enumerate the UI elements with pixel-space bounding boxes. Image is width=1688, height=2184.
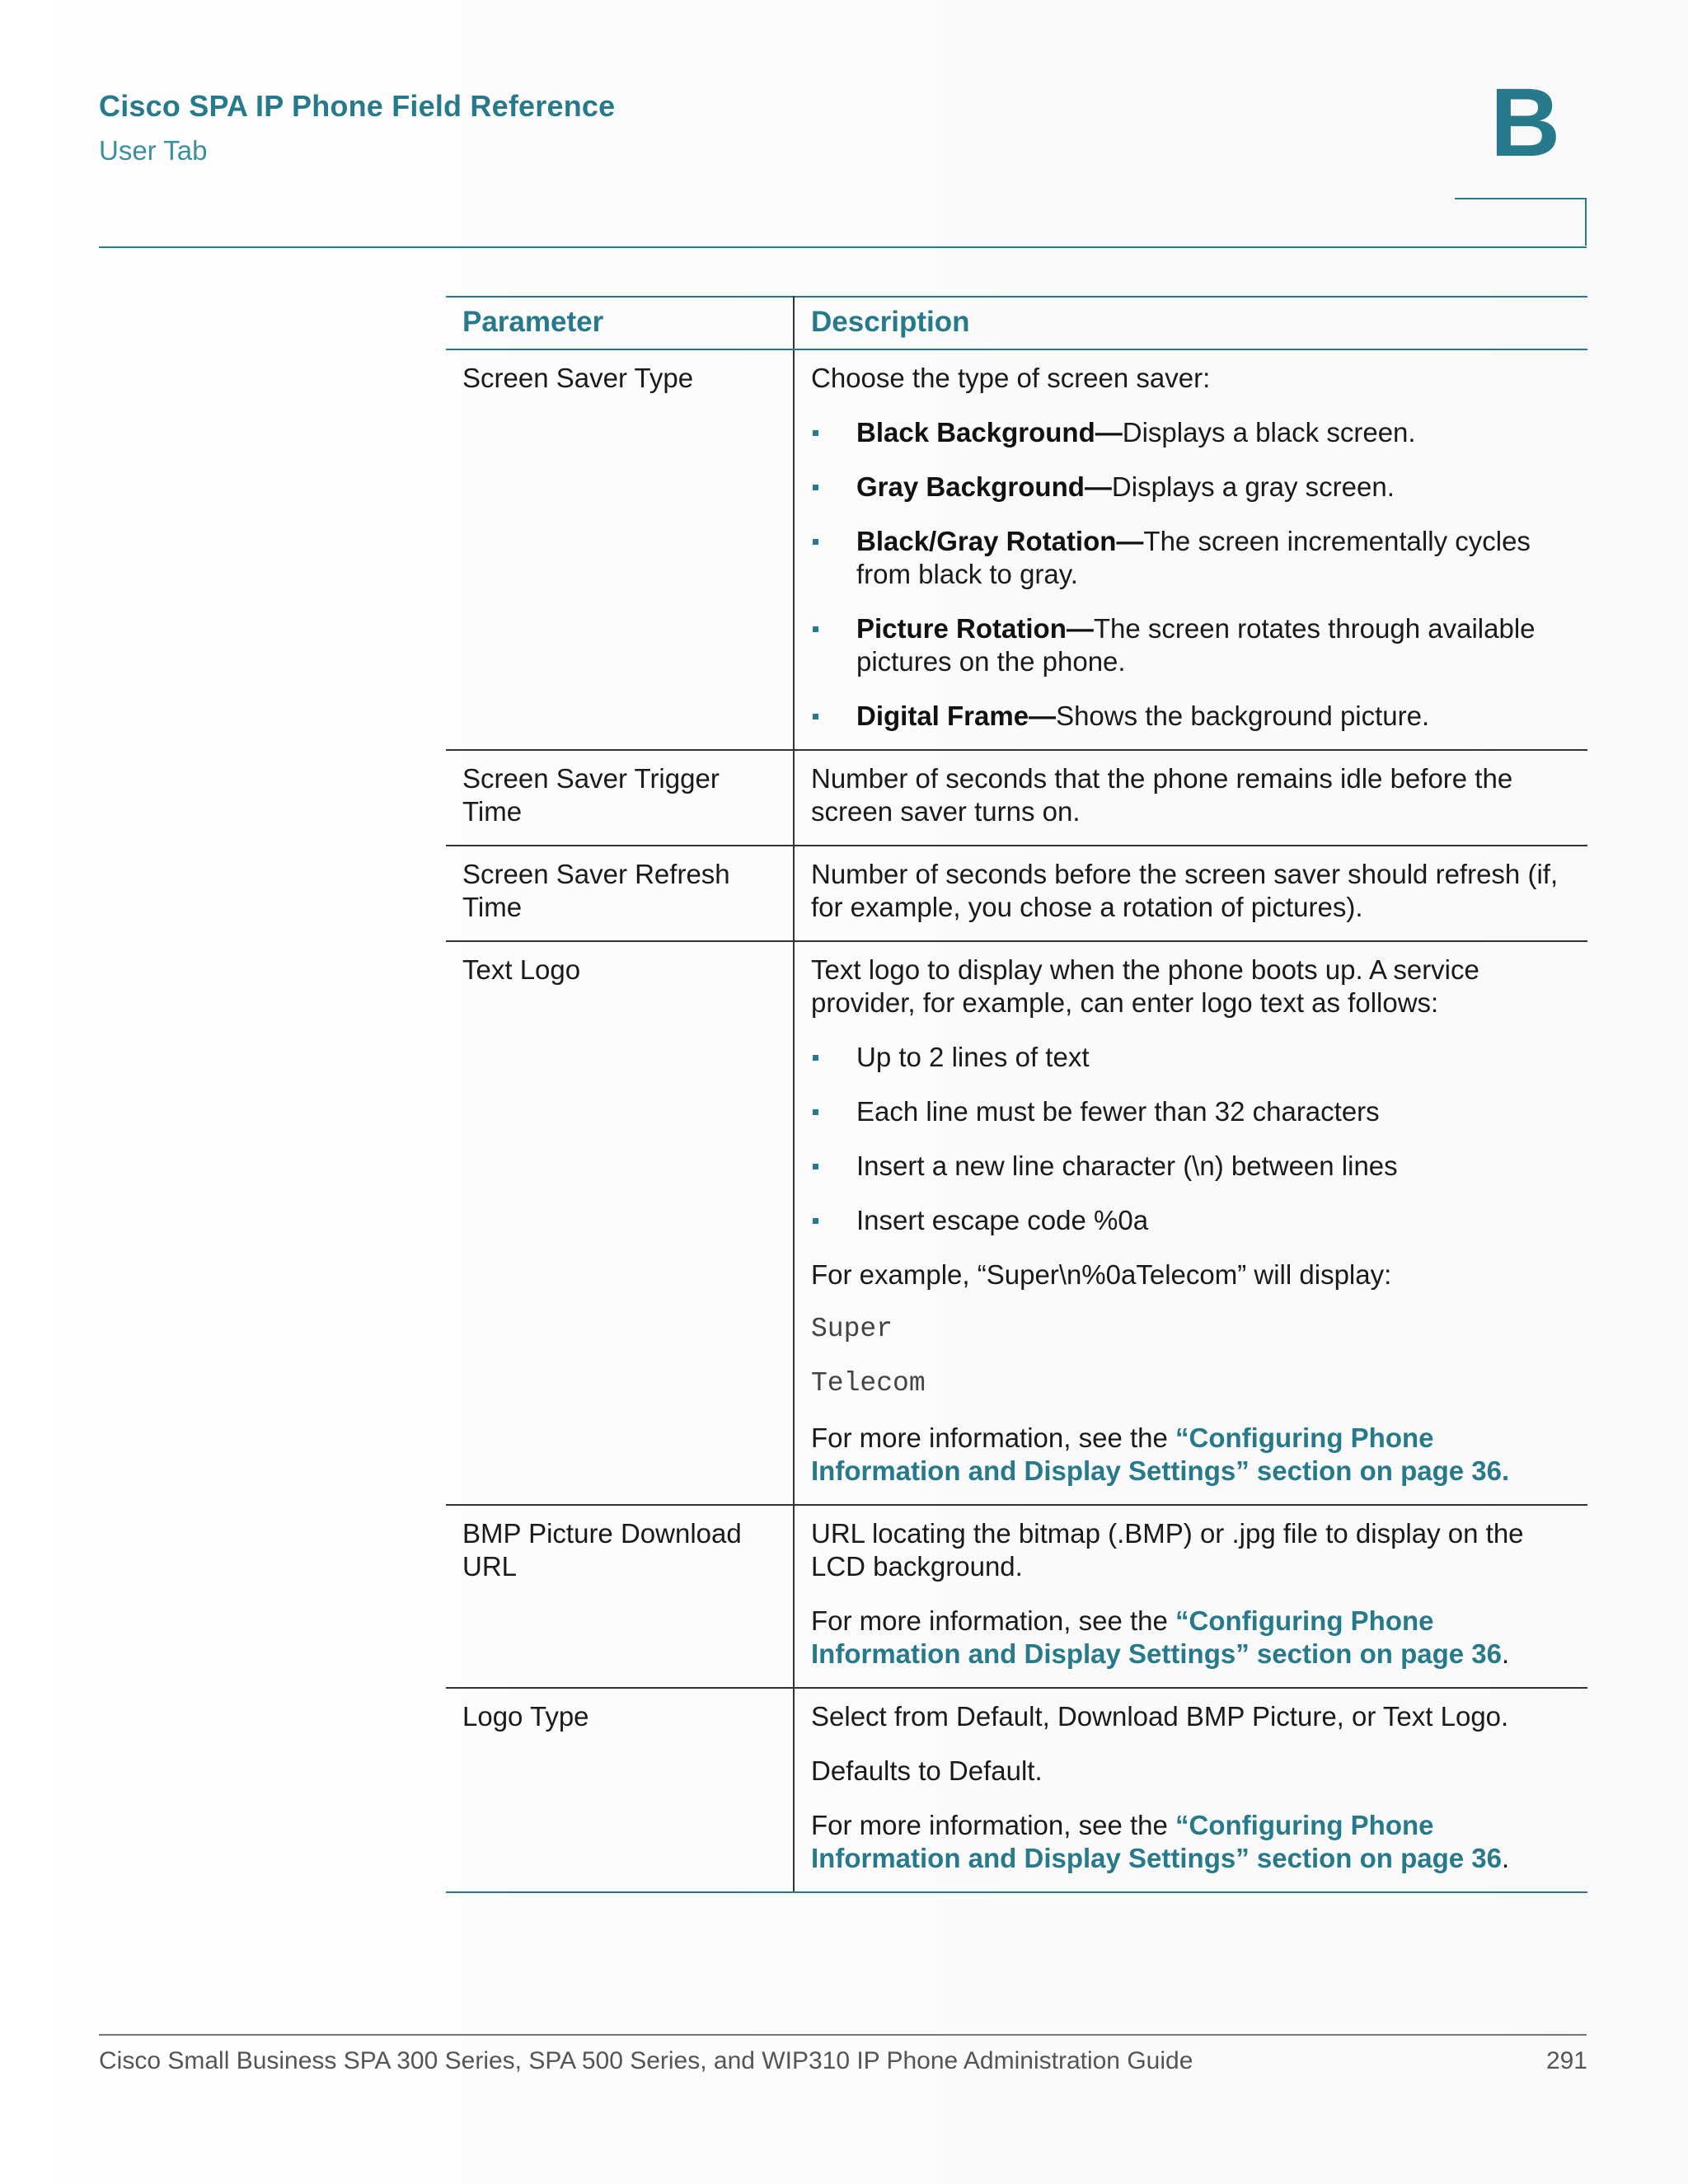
table-row (446, 846, 1587, 941)
parameter-name: Screen Saver Trigger Time (446, 750, 794, 846)
more-info-suffix: . (1501, 1638, 1510, 1669)
option-term: Black/Gray Rotation— (856, 526, 1144, 556)
parameter-name: Screen Saver Refresh Time (446, 846, 794, 941)
list-item (811, 1095, 1571, 1128)
option-term: Black Background— (856, 417, 1123, 448)
square-bullet-icon (813, 485, 818, 490)
list-item (811, 416, 1571, 449)
chapter-letter: B (1490, 68, 1561, 177)
square-bullet-icon (813, 714, 818, 719)
bullet-text: Insert escape code %0a (856, 1205, 1149, 1235)
footer-divider (99, 2034, 1587, 2036)
chapter-tab-box (1455, 198, 1587, 246)
list-item (811, 700, 1571, 733)
option-text: Displays a gray screen. (1111, 471, 1395, 502)
option-text: The screen incrementally cycles from black to gray. (856, 526, 1531, 589)
table-row (446, 750, 1587, 846)
default-note: Defaults to Default. (811, 1755, 1043, 1786)
more-info-prefix: For more information, see the (811, 1605, 1176, 1636)
option-term: Picture Rotation— (856, 613, 1094, 644)
description-text: Number of seconds that the phone remains idle before the screen saver turns on. (811, 763, 1513, 827)
bullet-text: Each line must be fewer than 32 characters (856, 1096, 1380, 1127)
more-info (811, 1809, 1571, 1875)
square-bullet-icon (813, 430, 818, 436)
list-item (811, 525, 1571, 591)
parameter-name: Text Logo (446, 941, 794, 1505)
more-info (811, 1422, 1571, 1488)
parameter-description (794, 941, 1587, 1505)
document-subtitle: User Tab (99, 135, 208, 166)
footer-guide-title: Cisco Small Business SPA 300 Series, SPA 500 Series, and WIP310 IP Phone Administration Guide (99, 2047, 1193, 2074)
page-number: 291 (1545, 2047, 1587, 2074)
list-item (811, 471, 1571, 504)
more-info-prefix: For more information, see the (811, 1810, 1176, 1840)
parameter-description (794, 349, 1587, 750)
parameter-description (794, 1505, 1587, 1688)
column-header-parameter: Parameter (446, 297, 794, 349)
table-row (446, 349, 1587, 750)
more-info-suffix: . (1501, 1843, 1510, 1873)
parameter-name: Screen Saver Type (446, 349, 794, 750)
parameter-name: Logo Type (446, 1688, 794, 1892)
cross-reference-link[interactable]: “Configuring Phone Information and Display Settings” section on page 36 (811, 1605, 1502, 1669)
example-intro: For example, “Super\n%0aTelecom” will display: (811, 1259, 1392, 1290)
rule-list (811, 1041, 1571, 1237)
list-item (811, 1204, 1571, 1237)
cross-reference-link[interactable]: “Configuring Phone Information and Display Settings” section on page 36. (811, 1422, 1510, 1486)
document-title: Cisco SPA IP Phone Field Reference (99, 89, 616, 123)
parameter-description (794, 1688, 1587, 1892)
parameter-description (794, 750, 1587, 846)
description-intro: Choose the type of screen saver: (811, 363, 1211, 393)
square-bullet-icon (813, 1218, 818, 1224)
list-item (811, 1150, 1571, 1183)
column-header-description: Description (794, 297, 1587, 349)
table-row (446, 1505, 1587, 1688)
parameter-table (446, 296, 1587, 1893)
square-bullet-icon (813, 1055, 818, 1061)
example-output-line-1: Super (811, 1314, 893, 1344)
option-list (811, 416, 1571, 733)
header-divider (99, 246, 1587, 248)
parameter-description (794, 846, 1587, 941)
description-text: Number of seconds before the screen saver should refresh (if, for example, you chose a rotation of pictures). (811, 859, 1559, 922)
option-text: The screen rotates through available pictures on the phone. (856, 613, 1536, 677)
more-info (811, 1605, 1571, 1671)
description-text: URL locating the bitmap (.BMP) or .jpg file to display on the LCD background. (811, 1518, 1524, 1582)
option-text: Shows the background picture. (1056, 701, 1430, 731)
parameter-name: BMP Picture Download URL (446, 1505, 794, 1688)
square-bullet-icon (813, 539, 818, 545)
option-term: Digital Frame— (856, 701, 1057, 731)
table-header-row (446, 297, 1587, 349)
square-bullet-icon (813, 1164, 818, 1169)
bullet-text: Up to 2 lines of text (856, 1042, 1090, 1072)
option-term: Gray Background— (856, 471, 1112, 502)
square-bullet-icon (813, 1109, 818, 1115)
description-intro: Text logo to display when the phone boots up. A service provider, for example, can enter logo text as follows: (811, 954, 1479, 1018)
cross-reference-link[interactable]: “Configuring Phone Information and Display Settings” section on page 36 (811, 1810, 1502, 1873)
more-info-prefix: For more information, see the (811, 1422, 1176, 1453)
table-row (446, 1688, 1587, 1892)
square-bullet-icon (813, 626, 818, 632)
list-item (811, 612, 1571, 678)
list-item (811, 1041, 1571, 1074)
table-row (446, 941, 1587, 1505)
example-output-line-2: Telecom (811, 1368, 926, 1399)
description-text: Select from Default, Download BMP Picture, or Text Logo. (811, 1701, 1509, 1732)
option-text: Displays a black screen. (1122, 417, 1416, 448)
bullet-text: Insert a new line character (\n) between lines (856, 1151, 1398, 1181)
